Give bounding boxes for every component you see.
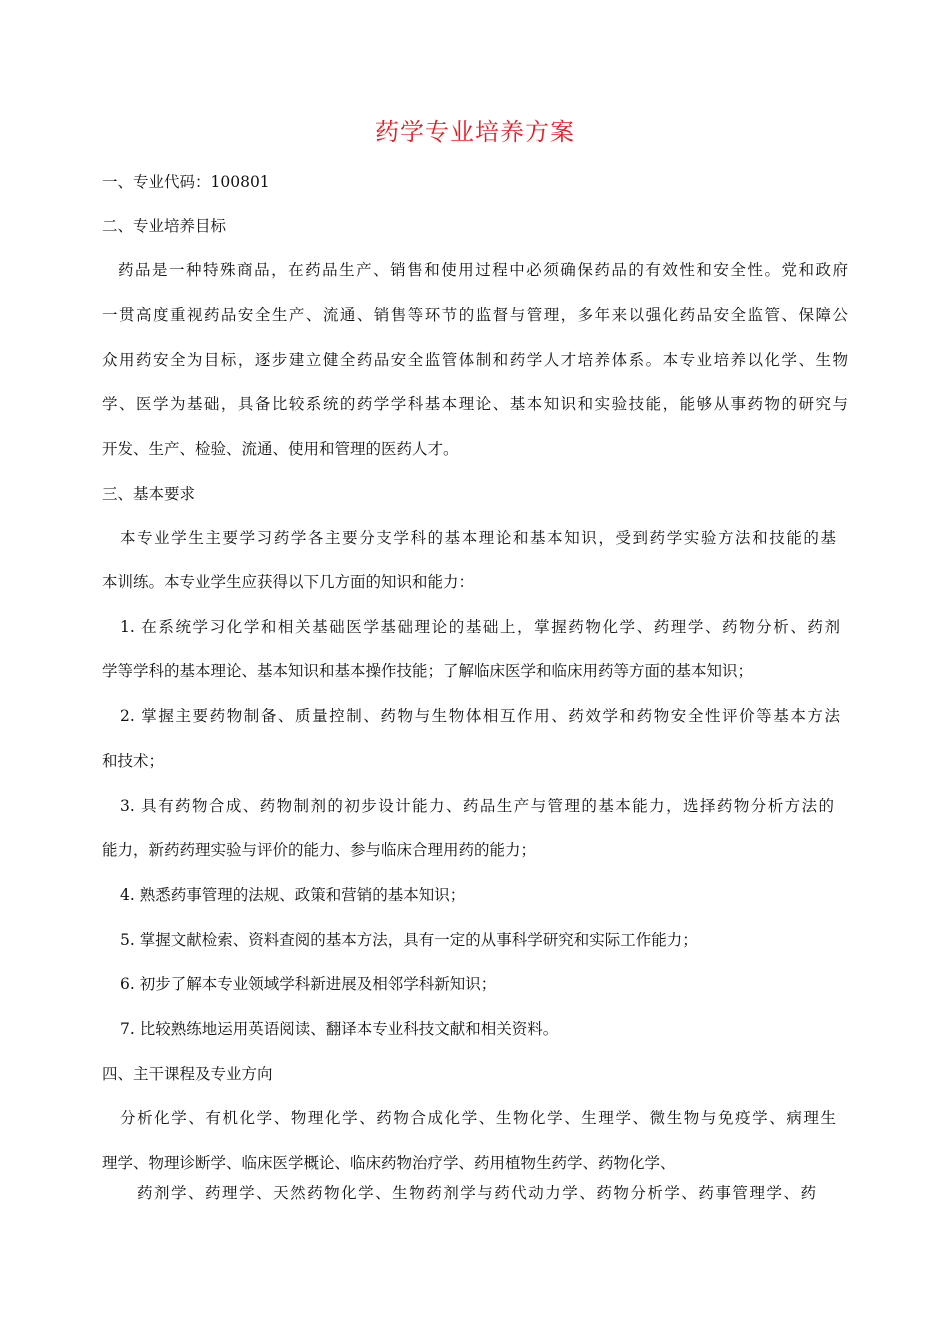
section-courses-heading: 四、主干课程及专业方向 [102,1065,273,1083]
requirement-item-3-cont: 能力，新药药理实验与评价的能力、参与临床合理用药的能力； [102,841,537,859]
requirement-item-6: 6. 初步了解本专业领域学科新进展及相邻学科新知识； [120,975,497,993]
goal-paragraph-line: 药品是一种特殊商品，在药品生产、销售和使用过程中必须确保药品的有效性和安全性。党和政府 [118,261,848,279]
requirements-intro-line: 本专业学生主要学习药学各主要分支学科的基本理论和基本知识，受到药学实验方法和技能的基 [120,529,836,547]
requirement-item-1: 1. 在系统学习化学和相关基础医学基础理论的基础上，掌握药物化学、药理学、药物分析、药剂 [120,618,840,636]
requirements-intro-line: 本训练。本专业学生应获得以下几方面的知识和能力： [102,573,475,591]
requirement-item-2-cont: 和技术； [102,752,165,770]
courses-paragraph-line: 分析化学、有机化学、物理化学、药物合成化学、生物化学、生理学、微生物与免疫学、病理生 [120,1109,836,1127]
section-code: 一、专业代码：100801 [102,173,270,191]
requirement-item-2: 2. 掌握主要药物制备、质量控制、药物与生物体相互作用、药效学和药物安全性评价等基本方法 [120,707,840,725]
goal-paragraph-line: 开发、生产、检验、流通、使用和管理的医药人才。 [102,440,459,458]
goal-paragraph-line: 众用药安全为目标，逐步建立健全药品安全监管体制和药学人才培养体系。本专业培养以化学、生物 [102,351,848,369]
requirement-item-4: 4. 熟悉药事管理的法规、政策和营销的基本知识； [120,886,466,904]
requirement-item-7: 7. 比较熟练地运用英语阅读、翻译本专业科技文献和相关资料。 [120,1020,559,1038]
requirement-item-3: 3. 具有药物合成、药物制剂的初步设计能力、药品生产与管理的基本能力，选择药物分析方法的 [120,797,834,815]
requirement-item-5: 5. 掌握文献检索、资料查阅的基本方法，具有一定的从事科学研究和实际工作能力； [120,931,698,949]
requirement-item-1-cont: 学等学科的基本理论、基本知识和基本操作技能；了解临床医学和临床用药等方面的基本知识； [102,662,754,680]
courses-paragraph-line: 药剂学、药理学、天然药物化学、生物药剂学与药代动力学、药物分析学、药事管理学、药 [137,1184,816,1202]
goal-paragraph-line: 一贯高度重视药品安全生产、流通、销售等环节的监督与管理，多年来以强化药品安全监管、保障公 [102,306,848,324]
document-title: 药学专业培养方案 [375,118,575,146]
goal-paragraph-line: 学、医学为基础，具备比较系统的药学学科基本理论、基本知识和实验技能，能够从事药物的研究与 [102,395,848,413]
section-requirements-heading: 三、基本要求 [102,485,196,503]
courses-paragraph-line: 理学、物理诊断学、临床医学概论、临床药物治疗学、药用植物生药学、药物化学、 [102,1154,676,1172]
section-goal-heading: 二、专业培养目标 [102,217,227,235]
